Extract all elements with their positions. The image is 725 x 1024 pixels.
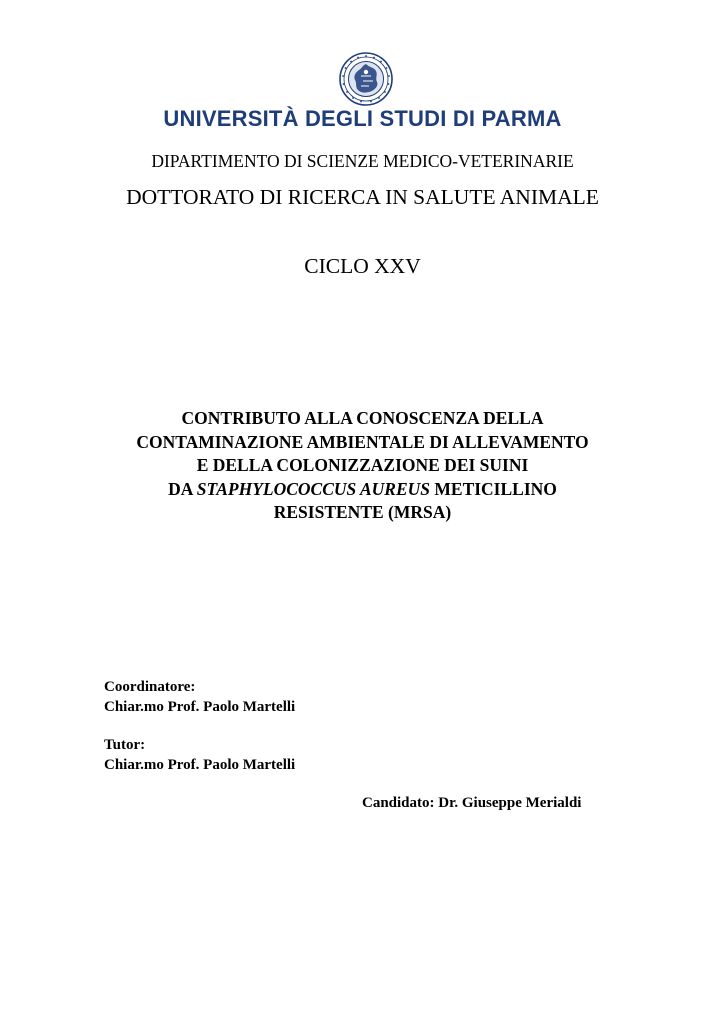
university-name: UNIVERSITÀ DEGLI STUDI DI PARMA xyxy=(163,106,562,131)
species-name: STAPHYLOCOCCUS AUREUS xyxy=(196,478,430,499)
thesis-title-line xyxy=(0,478,725,502)
tutor-name: Chiar.mo Prof. Paolo Martelli xyxy=(104,756,296,773)
thesis-title-line: E DELLA COLONIZZAZIONE DEI SUINI xyxy=(196,455,529,475)
thesis-title-line: RESISTENTE (MRSA) xyxy=(273,502,452,522)
department-name: DIPARTIMENTO DI SCIENZE MEDICO-VETERINARIE xyxy=(151,151,574,171)
thesis-title-suffix: METICILLINO xyxy=(434,478,557,499)
doctorate-title: DOTTORATO DI RICERCA IN SALUTE ANIMALE xyxy=(126,185,599,209)
coordinator-block xyxy=(104,678,295,717)
thesis-title xyxy=(0,407,725,525)
coordinator-name: Chiar.mo Prof. Paolo Martelli xyxy=(104,698,296,715)
coordinator-label: Coordinatore: xyxy=(104,679,196,695)
candidate-line: Candidato: Dr. Giuseppe Merialdi xyxy=(362,795,582,811)
thesis-title-prefix: DA xyxy=(168,478,193,499)
thesis-title-line: CONTAMINAZIONE AMBIENTALE DI ALLEVAMENTO xyxy=(136,431,589,452)
university-seal-icon xyxy=(339,52,393,106)
cycle-label: CICLO XXV xyxy=(304,254,421,278)
tutor-label: Tutor: xyxy=(104,737,146,753)
tutor-block xyxy=(104,736,295,775)
thesis-title-line: CONTRIBUTO ALLA CONOSCENZA DELLA xyxy=(181,408,544,428)
